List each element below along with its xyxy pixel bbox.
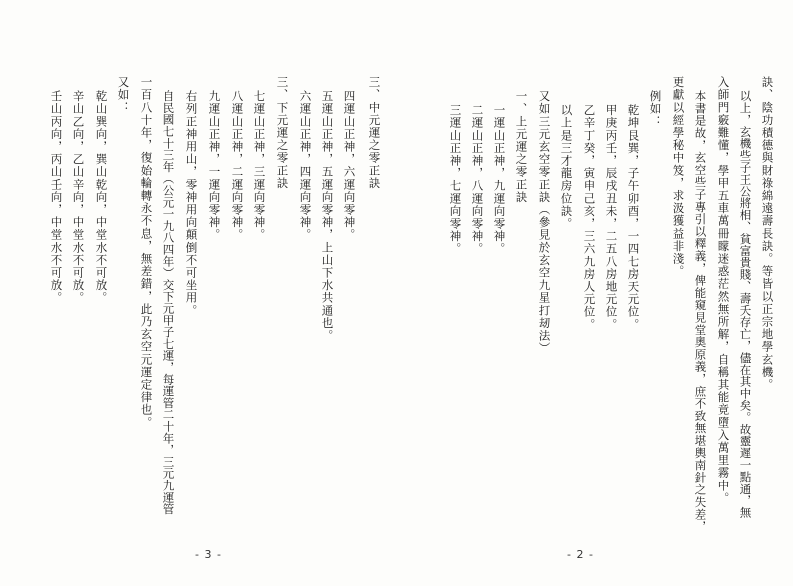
text-column: 三、下元運之零正訣 [275,76,290,190]
text-column: 壬山丙向，丙山壬向，中堂水不可放。 [49,90,64,305]
text-column: 例如： [648,90,663,128]
text-column: 以上是三才龍房位訣。 [559,104,574,230]
text-column: 乾山巽向，巽山乾向，中堂水不可放。 [94,90,109,305]
text-column: 甲庚丙壬，辰戌丑未，二五八房地元位。 [604,104,619,331]
text-column: 五運山正神，五運向零神，上山下水共通也。 [320,90,335,342]
text-column: 二運山正神，八運向零神。 [470,104,485,256]
text-column: 又如： [116,76,131,114]
page-number: - 2 - [567,548,594,561]
text-column: 訣、陰功積德與財祿綿遠壽長訣。等皆以正宗地學玄機。 [760,76,775,391]
page-number: - 3 - [195,548,222,561]
text-column: 一運山正神，九運向零神。 [492,104,507,256]
text-column: 右列正神用山，零神用向顛倒不可坐用。 [184,90,199,317]
left-page [0,0,396,586]
text-column: 三運山正神，七運向零神。 [448,104,463,256]
text-column: 本書是故，玄空些子專引以釋義，俾能窺見堂奧原義，庶不致無堪輿南針之失差， [693,90,708,533]
text-column: 辛山乙向，乙山辛向，中堂水不可放。 [71,90,86,305]
right-page [397,0,793,586]
text-column: 更獻以經學秘中笈，求汲獲益非淺。 [671,76,686,278]
text-column: 乾坤艮巽，子午卯酉，一四七房天元位。 [626,104,641,331]
text-column: 以上，玄機些子王公將相、貧富貴賤、壽夭存亡，儘在其中矣。故靈遲一點通，無 [738,90,753,519]
text-column: 四運山正神，六運向零神。 [342,90,357,242]
text-column: 九運山正神，一運向零神。 [207,90,222,242]
text-column: 乙辛丁癸，寅申己亥，三六九房人元位。 [582,104,597,331]
text-column: 八運山正神，二運向零神。 [230,90,245,242]
text-column: 六運山正神，四運向零神。 [298,90,313,242]
text-column: 七運山正神，三運向零神。 [252,90,267,242]
text-column: 自民國七十三年（公元一九八四年）交下元甲子七運，每運管二十年，三元九運管 [161,90,176,515]
text-column: 入師門竅難懂，學甲五車萬冊矇迷惑茫然無所解，自稱其能竟墮入萬里霧中。 [716,76,731,505]
text-column: 又如三元玄空零正訣（參見於玄空九星打刼法） [537,90,552,355]
text-column: 三、中元運之零正訣 [367,76,382,190]
text-column: 一、上元運之零正訣 [514,90,529,204]
text-column: 一百八十年，復始輪轉永不息，無差錯，此乃玄空元運定律也。 [139,76,154,429]
